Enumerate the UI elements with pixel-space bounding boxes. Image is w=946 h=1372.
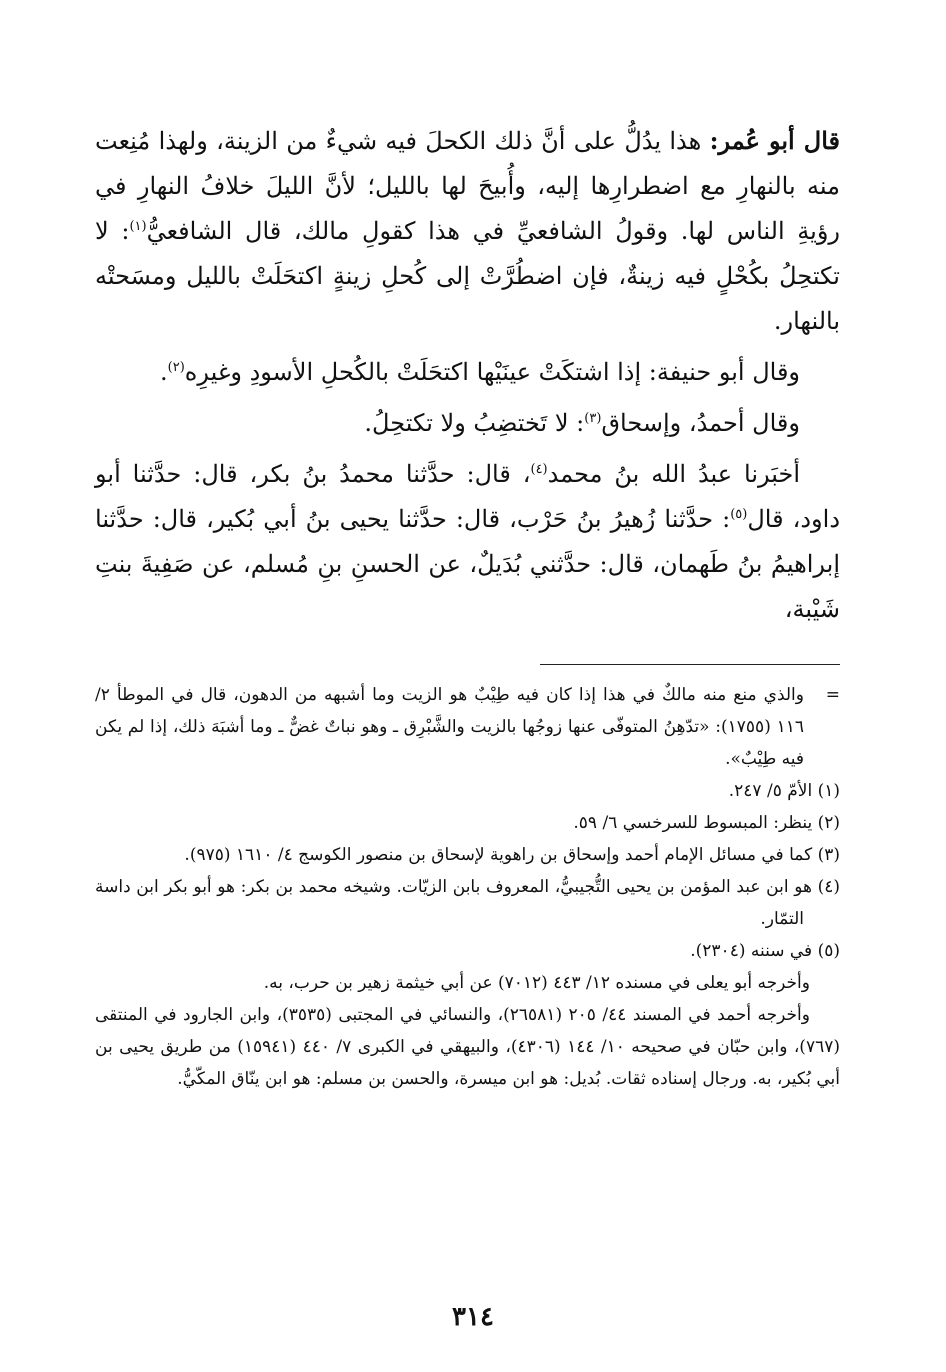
main-paragraph-1 <box>95 118 840 344</box>
paragraph-text: هذا يدُلُّ على أنَّ ذلك الكحلَ فيه شيءٌ من الزينة، ولهذا مُنِعت منه بالنهارِ مع اضطرارِها إليه، وأُبيحَ لها بالليل؛ لأنَّ الليلَ خلافُ النهارِ في رؤيةِ الناس لها. وقولُ الشافعيِّ في هذا كقولِ مالك، قال الشافعيُّ <box>95 127 841 245</box>
paragraph-text: : حدَّثنا زُهيرُ بنُ حَرْب، قال: حدَّثنا يحيى بنُ أبي بُكير، قال: حدَّثنا إبراهيمُ بنُ طَهمان، قال: حدَّثني بُدَيلٌ، عن الحسنِ بنِ مُسلم، عن صَفِيةَ بنتِ شَيْبة، <box>95 505 840 623</box>
footnote-divider <box>540 664 840 665</box>
footnote-4: (٤) هو ابن عبد المؤمن بن يحيى التُّجيبيُّ، المعروف بابن الزيّات. وشيخه محمد بن بكر: هو أبو بكر ابن داسة التمّار. <box>95 877 840 929</box>
footnote-ref-2[interactable]: (٢) <box>167 360 185 375</box>
main-paragraph-4 <box>95 452 840 632</box>
paragraph-text: وقال أبو حنيفة: إذا اشتكَتْ عينَيْها اكتحَلَتْ بالكُحلِ الأسودِ وغيرِه <box>184 358 800 386</box>
footnote-5-detail-b: وأخرجه أحمد في المسند ٤٤/ ٢٠٥ (٢٦٥٨١)، والنسائي في المجتبى (٣٥٣٥)، وابن الجارود في المنتقى (٧٦٧)، وابن حبّان في صحيحه ١٠/ ١٤٤ (٤٣٠٦)، والبيهقي في الكبرى ٧/ ٤٤٠ (١٥٩٤١) من طريق يحيى بن أبي بُكير، به. ورجال إسناده ثقات. بُديل: هو ابن ميسرة، والحسن بن مسلم: هو ابن ينّاق المكّيُّ. <box>95 1005 840 1089</box>
main-paragraph-3 <box>95 401 840 446</box>
footnote-3: (٣) كما في مسائل الإمام أحمد وإسحاق بن راهوية لإسحاق بن منصور الكوسج ٤/ ١٦١٠ (٩٧٥). <box>184 845 840 865</box>
page-number: ٣١٤ <box>452 1302 494 1332</box>
main-paragraph-2 <box>95 350 840 395</box>
paragraph-text: : لا تَختضِبُ ولا تكتحِلُ. <box>364 409 585 437</box>
speaker-name: قال أبو عُمر: <box>709 126 840 155</box>
paragraph-text: . <box>159 358 168 386</box>
paragraph-text: أخبَرنا عبدُ الله بنُ محمد <box>547 460 800 488</box>
footnote-1: (١) الأمّ ٥/ ٢٤٧. <box>728 781 840 801</box>
footnote-continuation <box>95 679 840 775</box>
paragraph-text: ، قال: حدَّثنا محمدُ بنُ بكر، قال: حدَّثنا أبو داود، قال <box>95 460 841 533</box>
continuation-marker: = <box>825 685 840 705</box>
page-body <box>95 118 840 1095</box>
footnote-ref-1[interactable]: (١) <box>129 219 147 234</box>
footnote-ref-5[interactable]: (٥) <box>730 507 748 522</box>
footnote-ref-3[interactable]: (٣) <box>584 411 602 426</box>
footnote-5: (٥) في سننه (٢٣٠٤). <box>690 941 840 961</box>
paragraph-text: وقال أحمدُ، وإسحاق <box>601 409 800 437</box>
footnote-text: والذي منع منه مالكٌ في هذا إذا كان فيه طِيْبٌ هو الزيت وما أشبهه من الدهون، قال في الموطأ ٢/ ١١٦ (١٧٥٥): «تدّهِنُ المتوفّى عنها زوجُها بالزيت والشَّبْرِق ـ وهو نباتٌ غضٌّ ـ وما أشبَهَ ذلك، إذا لم يكن فيه طِيْبٌ». <box>95 685 804 769</box>
footnote-ref-4[interactable]: (٤) <box>530 462 548 477</box>
paragraph-text: : لا تكتحِلُ بكُحْلٍ فيه زينةٌ، فإن اضطُرَّتْ إلى كُحلِ زينةٍ اكتحَلَتْ بالليل ومسَحتْه بالنهار. <box>95 217 840 335</box>
footnotes-section <box>95 679 840 1095</box>
footnote-5-detail-a: وأخرجه أبو يعلى في مسنده ١٢/ ٤٤٣ (٧٠١٢) عن أبي خيثمة زهير بن حرب، به. <box>263 973 810 993</box>
footnote-2: (٢) ينظر: المبسوط للسرخسي ٦/ ٥٩. <box>573 813 840 833</box>
